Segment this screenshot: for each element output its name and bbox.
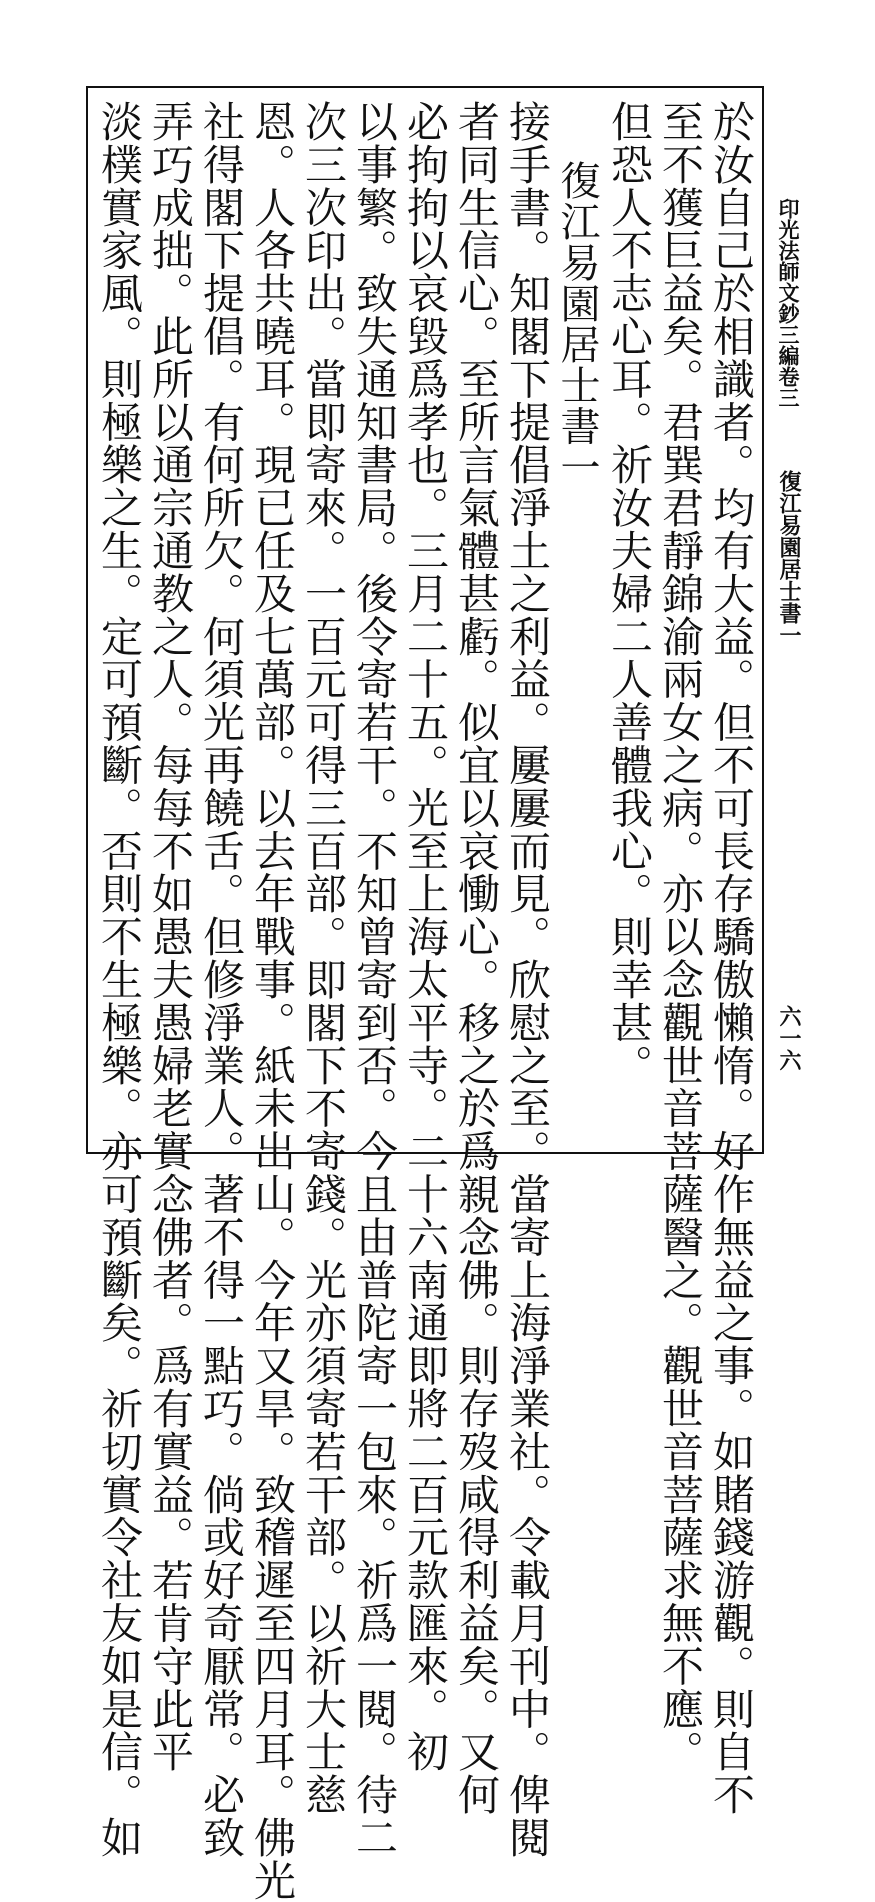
section-title: 復江易園居士書一 bbox=[776, 470, 802, 646]
text-column-1: 於汝自己於相識者。均有大益。但不可長存驕傲懶惰。好作無益之事。如賭錢游觀。則自不 bbox=[707, 100, 756, 1816]
letter-heading: 復江易園居士書一 bbox=[554, 160, 600, 488]
text-column-5: 接手書。知閣下提倡淨土之利益。屢屢而見。欣慰之至。當寄上海淨業社。令載月刊中。俾閱 bbox=[503, 100, 552, 1859]
book-title: 印光法師文鈔三編卷三 bbox=[776, 198, 801, 408]
text-column-11: 社得閣下提倡。有何所欠。何須光再饒舌。但修淨業人。著不得一點巧。倘或好奇厭常。必致 bbox=[197, 100, 246, 1859]
page-number: 六一六 bbox=[776, 1005, 802, 1071]
text-column-13: 淡樸實家風。則極樂之生。定可預斷。否則不生極樂。亦可預斷矣。祈切實令社友如是信。如 bbox=[95, 100, 144, 1859]
frame-left-rule bbox=[86, 86, 88, 1154]
text-column-3: 但恐人不志心耳。祈汝夫婦二人善體我心。則幸甚。 bbox=[605, 100, 654, 1087]
text-column-7: 必拘拘以哀毀爲孝也。三月二十五。光至上海太平寺。二十六南通即將二百元款匯來。初 bbox=[401, 100, 450, 1774]
text-column-2: 至不獲巨益矣。君巽君靜錦渝兩女之病。亦以念觀世音菩薩醫之。觀世音菩薩求無不應。 bbox=[656, 100, 705, 1774]
text-column-9: 次三次印出。當即寄來。一百元可得三百部。即閣下不寄錢。光亦須寄若干部。以祈大士慈 bbox=[299, 100, 348, 1816]
frame-right-rule bbox=[762, 86, 764, 1154]
text-column-8: 以事繁。致失通知書局。後令寄若干。不知曾寄到否。今且由普陀寄一包來。祈爲一閱。待二 bbox=[350, 100, 399, 1859]
text-column-12: 弄巧成拙。此所以通宗通教之人。每每不如愚夫愚婦老實念佛者。爲有實益。若肯守此平 bbox=[146, 100, 195, 1774]
frame-top-rule bbox=[86, 86, 764, 88]
text-column-10: 恩。人各共曉耳。現已任及七萬部。以去年戰事。紙未出山。今年又旱。致稽遲至四月耳。佛光 bbox=[248, 100, 297, 1902]
text-column-6: 者同生信心。至所言氣體甚虧。似宜以哀慟心。移之於爲親念佛。則存歿咸得利益矣。又何 bbox=[452, 100, 501, 1816]
